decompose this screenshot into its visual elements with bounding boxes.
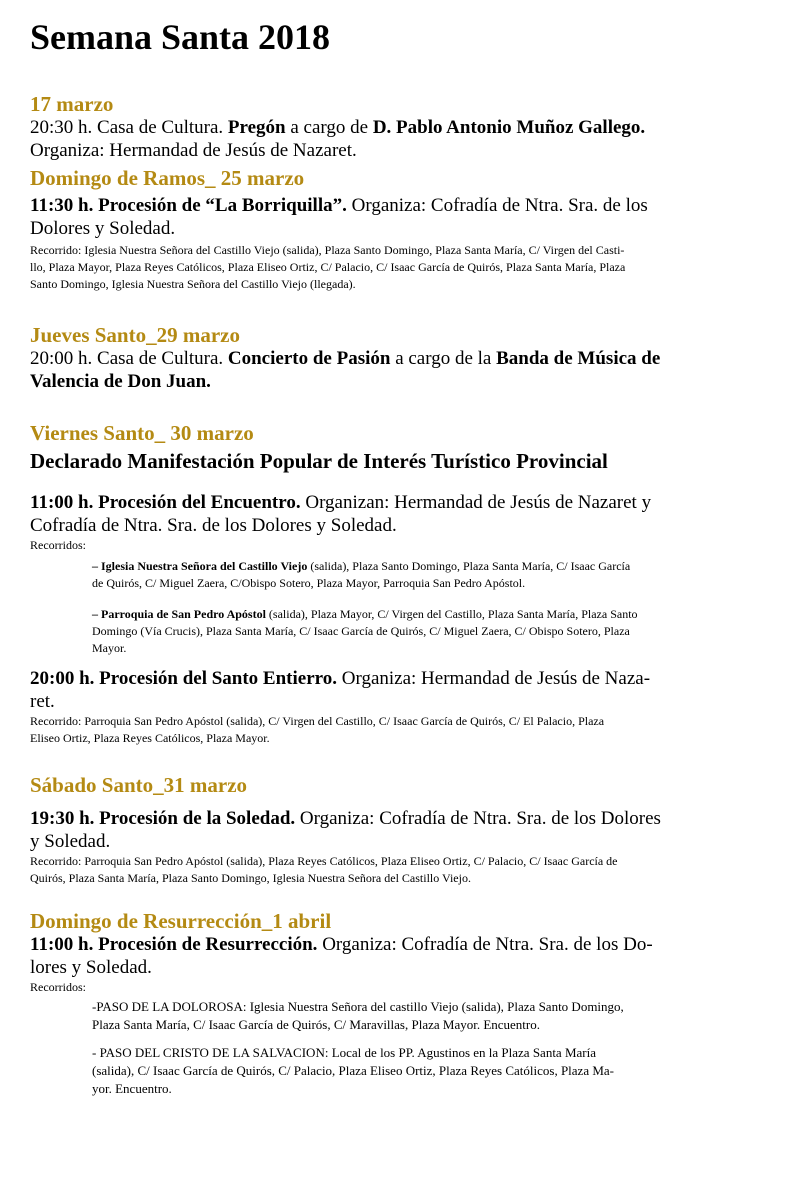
text-bold: Valencia de Don Juan. — [30, 371, 211, 392]
text-bold: – Parroquia de San Pedro Apóstol — [92, 607, 266, 621]
text: a cargo de la — [390, 348, 497, 369]
route-line — [92, 558, 775, 575]
event-date: Domingo de Resurrección_1 abril — [30, 909, 332, 933]
event-line: lores y Soledad. — [30, 957, 152, 978]
event-jueves-santo — [30, 323, 775, 393]
event-line — [30, 667, 775, 690]
route-line: Mayor. — [92, 641, 127, 655]
route-line: Santo Domingo, Iglesia Nuestra Señora del Castillo Viejo (llegada). — [30, 277, 356, 291]
event-line — [30, 933, 775, 956]
route-line: Quirós, Plaza Santa María, Plaza Santo Domingo, Iglesia Nuestra Señora del Castillo Viejo. — [30, 871, 471, 885]
text: 20:30 h. Casa de Cultura. — [30, 117, 228, 138]
route-block — [30, 558, 775, 657]
route-line: -PASO DE LA DOLOROSA: Iglesia Nuestra Señora del castillo Viejo (salida), Plaza Santo Domingo, — [92, 999, 624, 1014]
text-bold: Concierto de Pasión — [227, 348, 391, 369]
page-title: Semana Santa 2018 — [30, 17, 331, 57]
route-line: Domingo (Vía Crucis), Plaza Santa María, C/ Isaac García de Quirós, C/ Miguel Zaera, C/ Obispo Sotero, Plaza — [92, 624, 630, 638]
text: 20:00 h. Casa de Cultura. — [30, 348, 228, 369]
event-line — [30, 491, 775, 514]
route-line: (salida), C/ Isaac García de Quirós, C/ Palacio, Plaza Eliseo Ortiz, Plaza Reyes Católicos, Plaza Ma- — [92, 1063, 614, 1078]
text: Organiza: Cofradía de Ntra. Sra. de los — [346, 195, 648, 216]
event-viernes-santo — [30, 421, 775, 747]
event-line — [30, 370, 775, 393]
text-bold: 20:00 h. Procesión del Santo Entierro. — [30, 668, 337, 689]
event-domingo-ramos — [30, 166, 775, 293]
text-bold: 11:00 h. Procesión de Resurrección. — [30, 934, 318, 955]
event-sabado-santo — [30, 773, 775, 887]
text: Organiza: Cofradía de Ntra. Sra. de los Do- — [317, 934, 653, 955]
route-line: Recorrido: Parroquia San Pedro Apóstol (salida), C/ Virgen del Castillo, C/ Isaac García de Quirós, C/ El Palacio, Plaza — [30, 714, 605, 728]
route-line: Plaza Santa María, C/ Isaac García de Quirós, C/ Maravillas, Plaza Mayor. Encuentro. — [92, 1017, 540, 1032]
text: (salida), Plaza Santo Domingo, Plaza Santa María, C/ Isaac García — [307, 559, 631, 573]
route-line: yor. Encuentro. — [92, 1081, 172, 1096]
event-domingo-resurreccion — [30, 909, 775, 1098]
route-line: Recorrido: Iglesia Nuestra Señora del Castillo Viejo (salida), Plaza Santo Domingo, Plaza Santa María, C/ Virgen del Casti- — [30, 243, 625, 257]
event-line: Dolores y Soledad. — [30, 218, 176, 239]
route-block — [30, 998, 775, 1098]
event-line: Cofradía de Ntra. Sra. de los Dolores y Soledad. — [30, 515, 397, 536]
text: Organizan: Hermandad de Jesús de Nazaret y — [300, 492, 652, 513]
route-line — [92, 606, 775, 623]
text-bold: 11:30 h. Procesión de “La Borriquilla”. — [30, 195, 347, 216]
event-line: y Soledad. — [30, 831, 111, 852]
route-line: de Quirós, C/ Miguel Zaera, C/Obispo Sotero, Plaza Mayor, Parroquia San Pedro Apóstol. — [92, 576, 526, 590]
event-date: Viernes Santo_ 30 marzo — [30, 421, 254, 445]
route-line: Eliseo Ortiz, Plaza Reyes Católicos, Plaza Mayor. — [30, 731, 270, 745]
event-date: 17 marzo — [30, 92, 114, 116]
event-line: Organiza: Hermandad de Jesús de Nazaret. — [30, 140, 357, 161]
declaration-heading: Declarado Manifestación Popular de Interés Turístico Provincial — [30, 449, 608, 473]
text-bold: – Iglesia Nuestra Señora del Castillo Viejo — [92, 559, 308, 573]
event-line: ret. — [30, 691, 55, 712]
text-bold: 19:30 h. Procesión de la Soledad. — [30, 808, 296, 829]
event-date: Sábado Santo_31 marzo — [30, 773, 248, 797]
event-line — [30, 194, 775, 217]
event-line — [30, 347, 775, 370]
text: Organiza: Cofradía de Ntra. Sra. de los Dolores — [295, 808, 661, 829]
event-17-marzo — [30, 92, 775, 162]
event-line — [30, 116, 775, 139]
route-line: - PASO DEL CRISTO DE LA SALVACION: Local de los PP. Agustinos en la Plaza Santa María — [92, 1045, 596, 1060]
event-date: Jueves Santo_29 marzo — [30, 323, 240, 347]
route-heading: Recorridos: — [30, 980, 86, 994]
text-bold: Banda de Música de — [496, 348, 661, 369]
event-date: Domingo de Ramos_ 25 marzo — [30, 166, 305, 190]
text-bold: 11:00 h. Procesión del Encuentro. — [30, 492, 301, 513]
event-line — [30, 807, 775, 830]
text: (salida), Plaza Mayor, C/ Virgen del Castillo, Plaza Santa María, Plaza Santo — [265, 607, 638, 621]
route-line: Recorrido: Parroquia San Pedro Apóstol (salida), Plaza Reyes Católicos, Plaza Eliseo Ortiz, C/ Palacio, C/ Isaac García de — [30, 854, 618, 868]
route-heading: Recorridos: — [30, 538, 86, 552]
text: a cargo de — [285, 117, 373, 138]
text-bold: Pregón — [227, 117, 286, 138]
route-line: llo, Plaza Mayor, Plaza Reyes Católicos, Plaza Eliseo Ortiz, C/ Palacio, C/ Isaac García de Quirós, Plaza Santa María, Plaza — [30, 260, 626, 274]
text: Organiza: Hermandad de Jesús de Naza- — [337, 668, 651, 689]
text-bold: D. Pablo Antonio Muñoz Gallego. — [372, 117, 646, 138]
